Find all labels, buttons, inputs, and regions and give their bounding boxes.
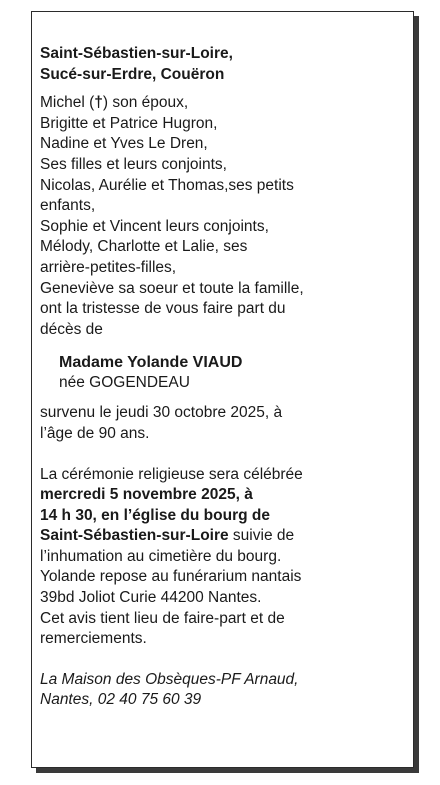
family-line: Nadine et Yves Le Dren, [40,135,208,153]
ceremony-line-6: Yolande repose au funérarium nantais [40,568,302,586]
ceremony-line-7: 39bd Joliot Curie 44200 Nantes. [40,589,262,607]
deceased-block [59,352,360,393]
places-line-2: Sucé-sur-Erdre, Couëron [40,65,225,83]
death-line-2: l’âge de 90 ans. [40,424,150,442]
family-line: arrière-petites-filles, [40,258,177,276]
family-line: Sophie et Vincent leurs conjoints, [40,217,269,235]
ceremony-details [40,465,360,650]
deceased-maiden-name: née GOGENDEAU [59,374,190,392]
ceremony-line-5: l’inhumation au cimetière du bourg. [40,547,282,565]
places-line-1: Saint-Sébastien-sur-Loire, [40,45,233,62]
family-line: décès de [40,320,103,338]
family-line: Nicolas, Aurélie et Thomas,ses petits [40,176,294,194]
family-line: Geneviève sa soeur et toute la famille, [40,279,304,297]
death-details [40,403,360,444]
ceremony-line-9: remerciements. [40,630,147,648]
ceremony-line-8: Cet avis tient lieu de faire-part et de [40,609,285,627]
funeral-home-signature [40,670,360,711]
family-line: Brigitte et Patrice Hugron, [40,114,218,132]
family-line: Ses filles et leurs conjoints, [40,155,227,173]
notice-content [40,44,360,711]
cross-icon: † [94,94,103,112]
ceremony-date: mercredi 5 novembre 2025, à [40,486,253,504]
ceremony-line-1: La cérémonie religieuse sera célébrée [40,465,303,483]
ceremony-line-4-rest: suivie de [228,527,295,545]
death-line-1: survenu le jeudi 30 octobre 2025, à [40,404,283,422]
ceremony-time-place: 14 h 30, en l’église du bourg de [40,506,270,524]
family-line-spouse [40,93,360,114]
family-line: ont la tristesse de vous faire part du [40,300,286,318]
deceased-name: Madame Yolande VIAUD [59,354,243,372]
family-line: enfants, [40,197,96,215]
places-heading [40,44,360,85]
funeral-home-phone: Nantes, 02 40 75 60 39 [40,691,202,709]
family-list [40,93,360,340]
ceremony-town: Saint-Sébastien-sur-Loire [40,527,229,545]
funeral-home-name: La Maison des Obsèques-PF Arnaud, [40,670,299,688]
spouse-text: Michel ( [40,94,95,112]
spouse-text-end: ) son époux, [102,94,189,112]
ceremony-line-4 [40,526,360,547]
family-line: Mélody, Charlotte et Lalie, ses [40,238,248,256]
